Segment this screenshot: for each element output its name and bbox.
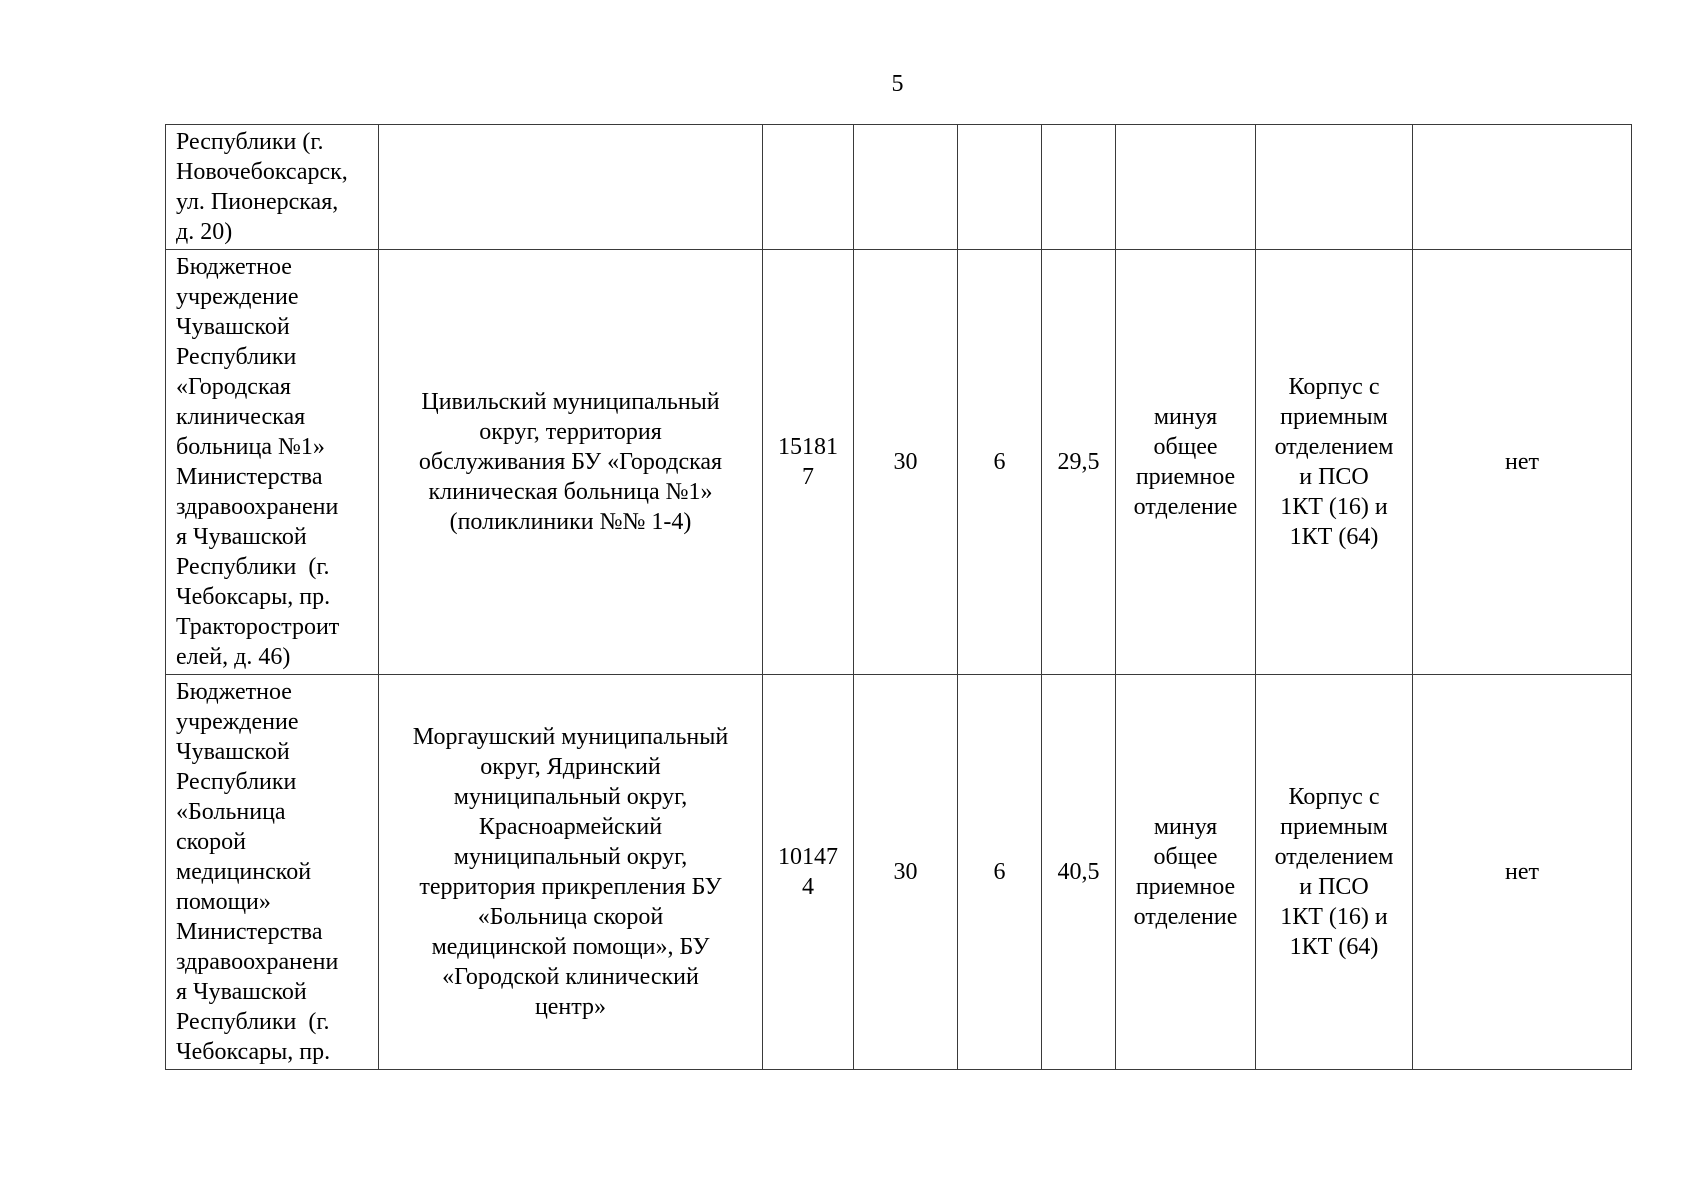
route-cell: [1116, 250, 1256, 675]
table-row: [166, 250, 1632, 675]
population-text: 15181 7: [778, 434, 838, 490]
institution-cell: [166, 250, 379, 675]
route-text: минуя общее приемное отделение: [1133, 814, 1238, 930]
value-cell: [958, 675, 1042, 1070]
population-cell: [763, 125, 854, 250]
value-text: 6: [993, 859, 1006, 885]
last-cell: [1413, 125, 1632, 250]
data-table: [165, 124, 1632, 1070]
last-cell: [1413, 250, 1632, 675]
value-cell: [854, 250, 958, 675]
value-text: 6: [993, 449, 1006, 475]
value-cell: [958, 250, 1042, 675]
territory-text: Цивильский муниципальный округ, территория обслуживания БУ «Городская клиническая больница №1» (поликлиники №№ 1-4): [418, 389, 723, 535]
institution-cell: [166, 125, 379, 250]
page-number: 5: [891, 71, 904, 97]
population-cell: [763, 250, 854, 675]
equipment-cell: [1256, 675, 1413, 1070]
value-cell: [1042, 675, 1116, 1070]
population-text: 10147 4: [778, 844, 838, 900]
territory-cell: [379, 675, 763, 1070]
institution-text: Республики (г. Новочебоксарск, ул. Пионерская, д. 20): [176, 129, 348, 245]
last-cell: [1413, 675, 1632, 1070]
equipment-text: Корпус с приемным отделением и ПСО 1КТ (16) и 1КТ (64): [1274, 374, 1394, 550]
territory-cell: [379, 125, 763, 250]
institution-text: Бюджетное учреждение Чувашской Республики «Больница скорой медицинской помощи» Министерства здравоохранени я Чувашской Республики (г. Чебоксары, пр.: [176, 679, 339, 1065]
table-row: [166, 675, 1632, 1070]
value-text: 30: [893, 859, 918, 885]
value-text: 40,5: [1057, 859, 1100, 885]
territory-text: Моргаушский муниципальный округ, Ядринский муниципальный округ, Красноармейский муниципальный округ, территория прикрепления БУ «Больница скорой медицинской помощи», БУ «Городской клинический центр»: [412, 724, 729, 1020]
route-cell: [1116, 125, 1256, 250]
value-cell: [1042, 125, 1116, 250]
value-cell: [958, 125, 1042, 250]
institution-cell: [166, 675, 379, 1070]
value-text: 30: [893, 449, 918, 475]
table-row: [166, 125, 1632, 250]
route-cell: [1116, 675, 1256, 1070]
last-text: нет: [1505, 449, 1539, 475]
population-cell: [763, 675, 854, 1070]
institution-text: Бюджетное учреждение Чувашской Республики «Городская клиническая больница №1» Министерства здравоохранени я Чувашской Республики (г. Чебоксары, пр. Тракторостроит елей, д. 46): [176, 254, 340, 670]
equipment-cell: [1256, 250, 1413, 675]
value-cell: [1042, 250, 1116, 675]
last-text: нет: [1505, 859, 1539, 885]
value-cell: [854, 125, 958, 250]
equipment-text: Корпус с приемным отделением и ПСО 1КТ (16) и 1КТ (64): [1274, 784, 1394, 960]
equipment-cell: [1256, 125, 1413, 250]
route-text: минуя общее приемное отделение: [1133, 404, 1238, 520]
value-cell: [854, 675, 958, 1070]
territory-cell: [379, 250, 763, 675]
value-text: 29,5: [1057, 449, 1100, 475]
